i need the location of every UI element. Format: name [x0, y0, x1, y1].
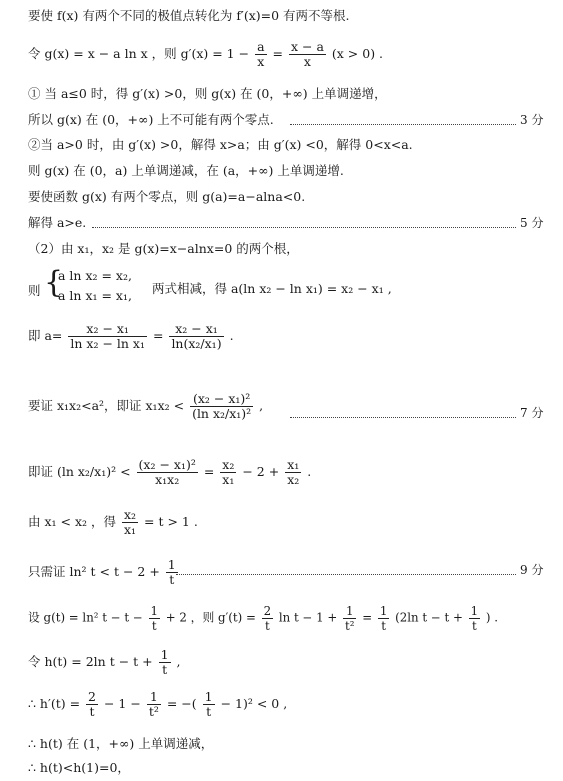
text-line-5: ②当 a>0 时，由 g′(x) >0，解得 x>a；由 g′(x) <0，解得 0<x<a.	[28, 137, 413, 152]
leader-dots	[290, 417, 516, 418]
text-segment: 由 x₁ < x₂ ，得	[28, 514, 116, 529]
fraction: $\frac{\text{x₂ − x₁}}{\text{ln x₂ − ln x₁}}$	[70, 321, 145, 351]
fraction: $\frac{\text{x₂}}{\text{x₁}}$	[123, 507, 137, 537]
fraction: $\frac{1}{t}$	[167, 557, 176, 587]
brace-symbol: {	[44, 265, 64, 300]
text-segment: ln t − 1 +	[278, 610, 338, 625]
text-segment: − 1)² < 0 ,	[220, 696, 288, 711]
text-segment: ,	[176, 654, 181, 669]
text-segment: + 2 ，则 g′(t) =	[165, 610, 256, 625]
text-segment: 只需证 ln² t < t − 2 +	[28, 564, 160, 579]
text-segment: .	[229, 328, 234, 343]
equation-system-line-1: a ln x₂ = x₂,	[58, 268, 132, 283]
fraction: $\frac{1}{\text{t²}}$	[148, 689, 159, 719]
fraction: $\frac{1}{\text{t²}}$	[345, 604, 355, 633]
text-segment: (x > 0) .	[331, 46, 384, 61]
text-segment: 令 h(t) = 2ln t − t +	[28, 654, 153, 669]
equation-system-line-2: a ln x₁ = x₁,	[58, 288, 132, 303]
text-segment: =	[152, 328, 164, 343]
text-segment: ∴ h′(t) =	[28, 696, 81, 711]
text-line-16	[28, 604, 498, 633]
fraction: $\frac{\text{(x₂ − x₁)²}}{\text{x₁x₂}}$	[138, 457, 196, 487]
text-line-3: ① 当 a≤0 时，得 g′(x) >0，则 g(x) 在 (0，+∞) 上单调递增，	[28, 86, 387, 101]
text-line-17	[28, 648, 181, 677]
score-label: 5 分	[520, 216, 544, 230]
fraction: $\frac{\text{x₁}}{\text{x₂}}$	[287, 457, 300, 487]
text-line-15	[28, 558, 180, 587]
fraction: $\frac{2}{t}$	[88, 689, 96, 719]
score-label: 7 分	[520, 406, 544, 420]
text-line-13	[28, 458, 311, 487]
text-line-7: 要使函数 g(x) 有两个零点，则 g(a)=a−alna<0.	[28, 189, 306, 204]
leader-dots	[92, 227, 516, 228]
text-line-19: ∴ h(t) 在 (1，+∞) 上单调递减，	[28, 736, 214, 751]
text-line-9: （2）由 x₁，x₂ 是 g(x)=x−alnx=0 的两个根，	[28, 241, 299, 256]
fraction: $\frac{1}{t}$	[470, 604, 479, 633]
fraction: $\frac{a}{x}$	[257, 39, 265, 69]
text-segment: (2ln t − t +	[395, 610, 463, 625]
text-segment: ,	[259, 398, 264, 413]
leader-dots	[176, 574, 516, 575]
fraction: $\frac{\text{x₂ − x₁}}{\text{ln(x₂/x₁)}}$	[171, 321, 222, 351]
text-line-20: ∴ h(t)<h(1)=0，	[28, 760, 130, 775]
text-segment: =	[203, 464, 215, 479]
fraction: $\frac{x - a}{x}$	[290, 39, 324, 69]
text-line-12	[28, 392, 263, 421]
text-line-6: 则 g(x) 在 (0，a) 上单调递减，在 (a，+∞) 上单调递增.	[28, 163, 344, 178]
fraction: $\frac{1}{t}$	[160, 647, 169, 677]
text-segment: .	[307, 464, 312, 479]
fraction: $\frac{1}{t}$	[204, 689, 213, 719]
text-line-18	[28, 690, 287, 719]
text-segment: 令 g(x) = x − a ln x ，则 g′(x) = 1 −	[28, 46, 250, 61]
text-segment: = −(	[166, 696, 197, 711]
text-segment: − 1 −	[103, 696, 141, 711]
fraction: $\frac{1}{t}$	[379, 604, 388, 633]
text-line-8: 解得 a>e.	[28, 215, 87, 230]
text-segment: 即证 (ln x₂/x₁)² <	[28, 464, 131, 479]
text-segment: 要证 x₁x₂<a²，即证 x₁x₂ <	[28, 398, 185, 413]
fraction: $\frac{2}{t}$	[263, 604, 272, 633]
text-line-10-lead: 则	[28, 283, 41, 298]
text-line-14	[28, 508, 198, 537]
fraction: $\frac{\text{(x₂ − x₁)²}}{\text{(ln x₂/x₁)²}}$	[192, 391, 252, 421]
leader-dots	[290, 124, 516, 125]
fraction: $\frac{\text{x₂}}{\text{x₁}}$	[222, 457, 235, 487]
text-segment: ) .	[485, 610, 498, 625]
text-line-4: 所以 g(x) 在 (0，+∞) 上不可能有两个零点.	[28, 112, 274, 127]
fraction: $\frac{1}{t}$	[150, 604, 159, 633]
text-segment: =	[272, 46, 283, 61]
score-label: 9 分	[520, 563, 544, 577]
text-segment: 设 g(t) = ln² t − t −	[28, 610, 143, 625]
text-line-11	[28, 322, 234, 351]
score-label: 3 分	[520, 113, 544, 127]
text-segment: − 2 +	[242, 464, 280, 479]
text-line-2	[28, 40, 383, 69]
text-line-10: 两式相减，得 a(ln x₂ − ln x₁) = x₂ − x₁ ,	[152, 281, 392, 296]
text-segment: = t > 1 .	[144, 514, 198, 529]
text-line-1: 要使 f(x) 有两个不同的极值点转化为 f′(x)=0 有两不等根.	[28, 8, 350, 23]
text-segment: =	[362, 610, 373, 625]
text-segment: 即 a=	[28, 328, 63, 343]
